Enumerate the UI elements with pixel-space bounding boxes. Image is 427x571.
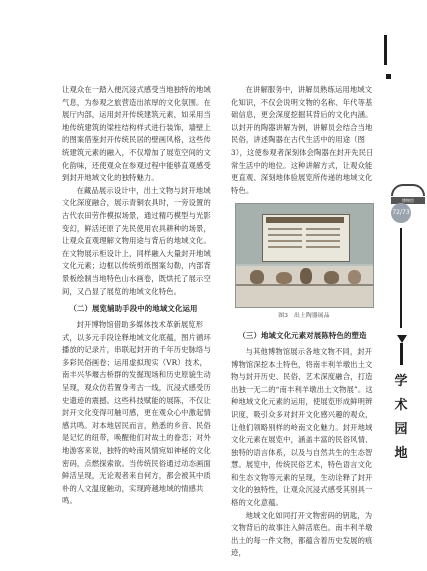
left-column xyxy=(62,84,212,508)
display-board-title xyxy=(266,217,344,223)
pottery-item xyxy=(250,270,264,284)
photo-caption: 图3 出土陶器展品 xyxy=(278,313,330,320)
page-number-badge: 72/73 xyxy=(391,203,411,223)
section-heading: （三）地域文化元素对展陈特色的塑造 xyxy=(238,330,367,340)
section-heading: （二）展览辅助手段中的地域文化运用 xyxy=(69,304,198,314)
body-paragraph: 与其他博物馆展示各地文物不同，封开博物馆深挖本土特色，将南丰利羊墩出土文物与封开历史、民俗、艺术深度融合，打造出独一无二的“南丰利羊墩出土文物展”。这种地域文化元素的运用，使展览形成鲜明辨识度，吸引众多对封开文化感兴趣的观众，让他们领略别样的岭南文化魅力。封开地域文化元素在展览中，涵盖丰富的民俗风情、独特的语言体系，以及与自然共生的生态智慧。展览中，传统民俗艺术，特色语言文化和生态文物等元素的呈现，生动诠释了封开文化的独特性，让观众沉浸式感受其别具一格的文化意蕴。 xyxy=(231,346,373,508)
body-paragraph: 在讲解服务中，讲解员熟练运用地域文化知识，不仅会说明文物的名称、年代等基础信息，更会深度挖掘其背后的文化内涵。以封开的陶器讲解为例，讲解员会结合当地民俗，讲述陶器在古代生活中的用途（图3），这使参观者深刻体会陶器在封开先民日常生活中的地位。这种讲解方式，让观众能更直观、深刻地体验展览所传递的地域文化特色。 xyxy=(231,85,374,195)
body-paragraph: 在藏品展示设计中，出土文物与封开地域文化深度融合，展示青铜农具时，一旁设置的古代农田劳作模拟场景，通过精巧模型与光影变幻，鲜活还原了先民使用农具耕种的场景，让观众直观理解文物用途与背后的地域文化。在文物展示柜设计上，同样融入大量封开地域文化元素；边框以传统剪纸图案勾勒，内部背景板绘制当地特色山水画卷，既烘托了展示空间，又凸显了展览的地域文化特色。 xyxy=(62,185,211,296)
body-paragraph: 地域文化如同打开文物密码的钥匙，为文物背后的故事注入鲜活底色。南丰利羊墩出土的每一件文物，都蕴含着历史发展的痕迹， xyxy=(231,510,373,558)
body-paragraph: 让观众在一踏入便沉浸式感受当地独特的地域气息，为参观之旅营造出浓厚的文化氛围。在展厅内部，运用封开传统建筑元素，如采用当地传统建筑的梁柱结构样式进行装饰，墙壁上的图案借鉴封开传统民居的壁画风格，这些传统建筑元素的融入，不仅增加了展览空间的文化韵味，还使观众在参观过程中能够直观感受到封开地域文化的独特魅力。 xyxy=(62,85,211,183)
pottery-item xyxy=(276,272,292,284)
section-title-char: 学 xyxy=(394,374,408,389)
pottery-item xyxy=(324,271,339,284)
section-title-char: 地 xyxy=(394,446,408,461)
decorative-square xyxy=(386,74,391,79)
body-paragraph: 封开博物馆借助多媒体技术革新展览形式，以多元手段诠释地域文化底蕴，图片循环播放的记录片，串联起封开的千年历史脉络与多彩民俗画卷；运用虚拟现实（VR）技术，南丰兴华堰古桥群的发掘现场和历史原貌生动呈现，观众仿若置身考古一线，沉浸式感受历史遗迹的震撼。这些科技赋能的展陈，不仅让封开文化变得可触可感，更在观众心中激起情感共鸣。对本地居民而言，熟悉的乡音、民俗是记忆的纽带，唤醒他们对故土的眷恋；对外地游客来说，独特的岭南风情宛如神秘的文化密码，点燃探索欲。当传统民俗通过动态画面鲜活呈现，无论观者来自何方，都会被其中质朴的人文温度触动，实现跨越地域的情感共鸣。 xyxy=(62,320,211,506)
section-title-char: 园 xyxy=(394,422,408,437)
triangle-icon xyxy=(397,335,407,343)
section-title-vertical xyxy=(390,370,412,466)
logo-text: 博物馆 xyxy=(402,198,414,203)
exhibit-photo xyxy=(235,203,374,308)
roof-icon xyxy=(391,184,425,196)
pottery-item xyxy=(348,270,361,284)
section-title-char: 术 xyxy=(394,398,408,413)
decorative-line xyxy=(400,228,402,328)
right-column xyxy=(231,84,377,560)
decorative-bar xyxy=(384,35,387,65)
pottery-item xyxy=(300,268,312,284)
